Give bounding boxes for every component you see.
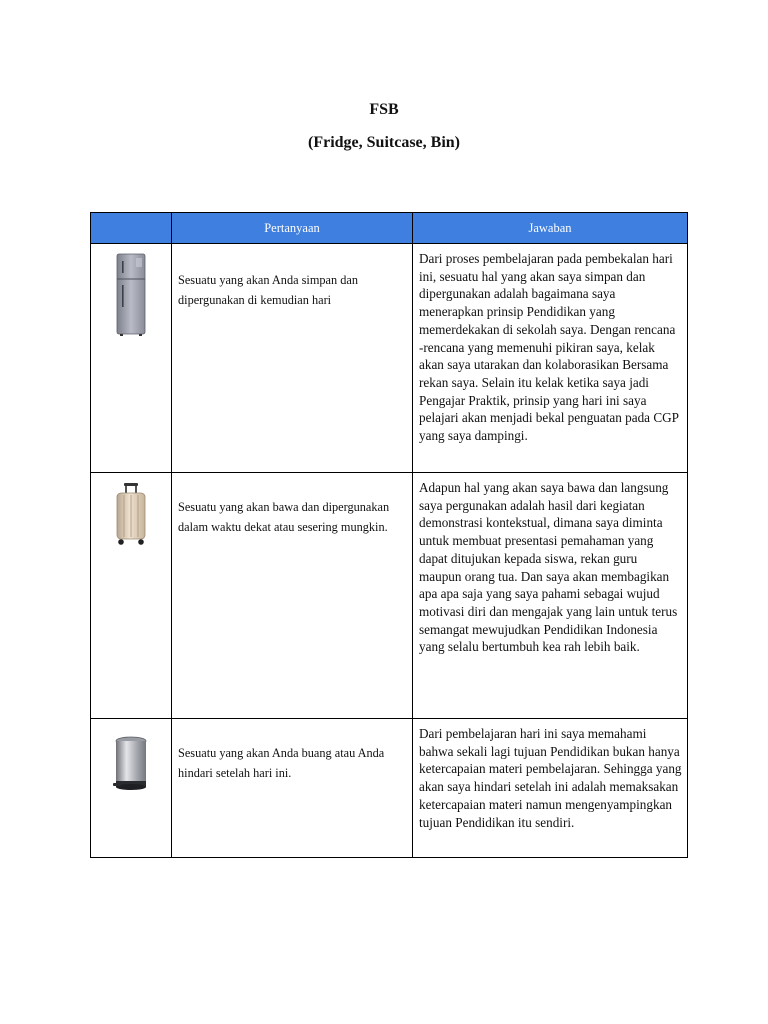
question-text: Sesuatu yang akan Anda simpan dan dipergunakan di kemudian hari xyxy=(178,273,358,307)
fsb-table xyxy=(90,212,688,858)
answer-text: Dari proses pembelajaran pada pembekalan hari ini, sesuatu hal yang akan saya simpan dan dipergunakan adalah bagaimana saya menerapkan prinsip Pendidikan yang memerdekakan di sekolah saya. Dengan rencana -rencana yang memenuhi pikiran saya, kelak akan saya utarakan dan kolaborasikan Bersama rekan saya. Selain itu kelak ketika saya jadi Pengajar Praktik, prinsip yang hari ini saya pelajari akan menjadi bekal penguatan pada CGP yang saya dampingi. xyxy=(419,251,679,444)
answer-cell xyxy=(413,719,688,858)
trash-bin-icon xyxy=(110,735,152,795)
answer-text: Dari pembelajaran hari ini saya memahami bahwa sekali lagi tujuan Pendidikan bukan hanya ketercapaian materi pembelajaran. Sehingga yang akan saya hindari setelah ini adalah memaksakan ketercapaian materi namun mengenyampingkan tujuan Pendidikan itu sendiri. xyxy=(419,726,682,830)
question-text: Sesuatu yang akan Anda buang atau Anda hindari setelah hari ini. xyxy=(178,746,385,780)
document-title: FSB xyxy=(369,101,399,118)
question-text: Sesuatu yang akan bawa dan dipergunakan dalam waktu dekat atau sesering mungkin. xyxy=(178,500,390,534)
image-cell xyxy=(91,244,172,473)
table-row xyxy=(91,719,688,858)
image-cell xyxy=(91,473,172,719)
suitcase-icon xyxy=(111,483,151,547)
question-cell xyxy=(172,244,413,473)
answer-text: Adapun hal yang akan saya bawa dan langsung saya pergunakan adalah hasil dari kegiatan demonstrasi kontekstual, dimana saya diminta untuk membuat presentasi pemahaman yang dapat ditujukan kepada siswa, rekan guru maupun orang tua. Dan saya akan membagikan apa apa saja yang saya pahami sebagai wujud motivasi diri dan mengajak yang lain untuk terus semangat mewujudkan Pendidikan Indonesia yang selalu bertumbuh kea rah lebih baik. xyxy=(419,480,678,655)
header-pertanyaan: Pertanyaan xyxy=(172,213,413,244)
table-row xyxy=(91,244,688,473)
answer-cell xyxy=(413,244,688,473)
header-image-column xyxy=(91,213,172,244)
question-cell xyxy=(172,473,413,719)
fridge-icon xyxy=(114,253,148,337)
header-jawaban: Jawaban xyxy=(413,213,688,244)
question-cell xyxy=(172,719,413,858)
image-cell xyxy=(91,719,172,858)
answer-cell xyxy=(413,473,688,719)
table-header-row xyxy=(91,213,688,244)
document-subtitle: (Fridge, Suitcase, Bin) xyxy=(308,134,460,151)
table-row xyxy=(91,473,688,719)
